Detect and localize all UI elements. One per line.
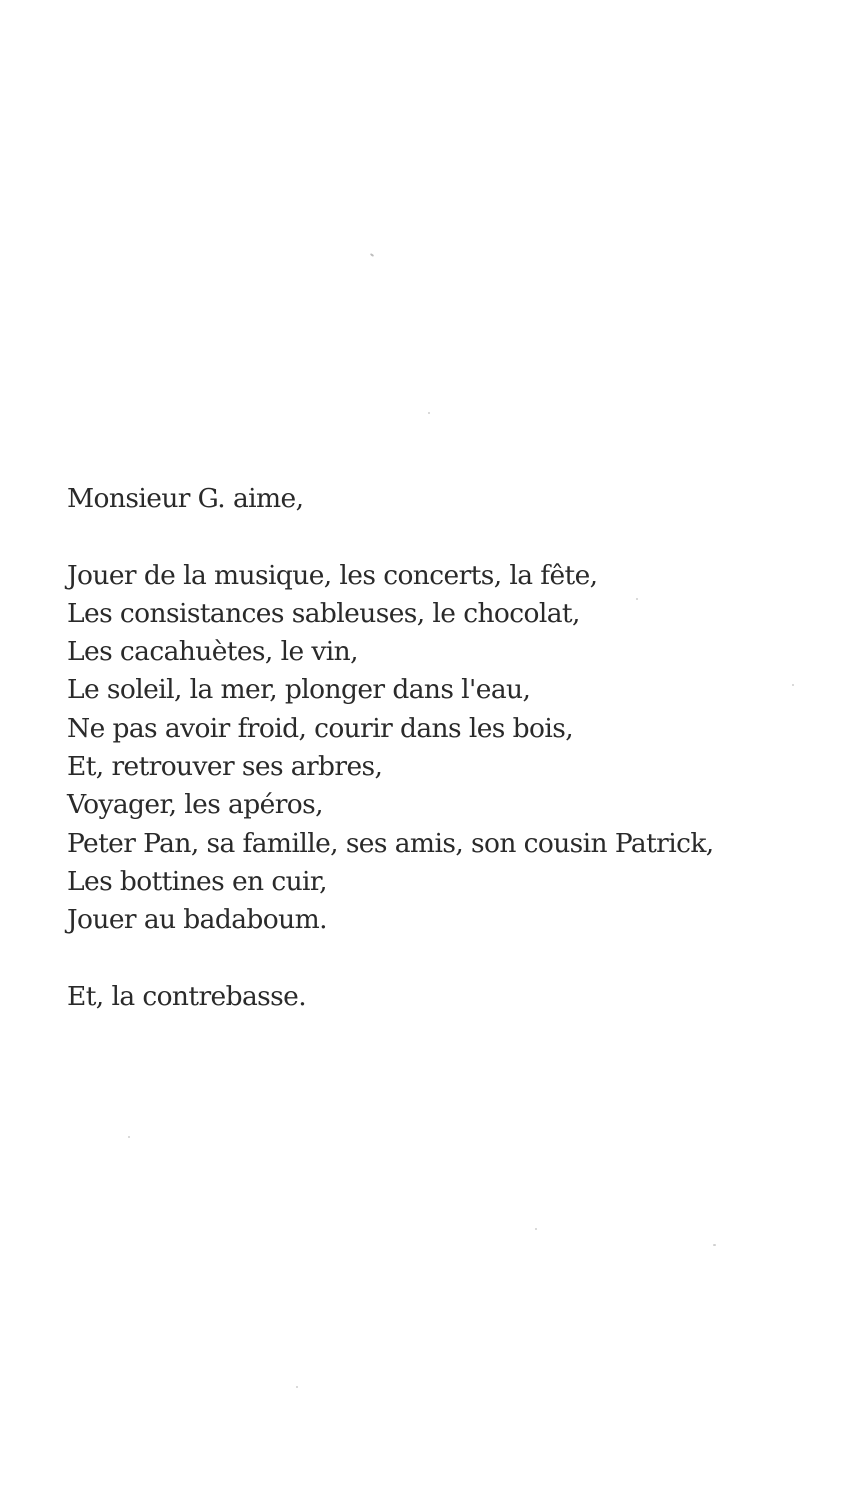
poem-line: Peter Pan, sa famille, ses amis, son cousin Patrick, <box>67 827 714 859</box>
stanza-gap <box>67 518 827 556</box>
paper-speck <box>713 1244 716 1246</box>
paper-speck <box>535 1228 537 1230</box>
poem-line: Jouer de la musique, les concerts, la fête, <box>67 559 598 591</box>
poem-line: Jouer au badaboum. <box>67 904 327 936</box>
poem-line: Ne pas avoir froid, courir dans les bois, <box>67 712 574 744</box>
paper-speck <box>428 412 430 414</box>
poem-line: Les consistances sableuses, le chocolat, <box>67 597 580 629</box>
poem-text <box>67 480 827 1016</box>
poem-line: Les cacahuètes, le vin, <box>67 636 358 668</box>
paper-speck <box>296 1386 298 1388</box>
stanza-gap <box>67 940 827 978</box>
poem-line: Le soleil, la mer, plonger dans l'eau, <box>67 674 531 706</box>
poem-line: Voyager, les apéros, <box>67 789 323 821</box>
poem-line: Et, retrouver ses arbres, <box>67 751 383 783</box>
paper-speck <box>792 684 794 686</box>
paper-speck <box>636 598 638 600</box>
poem-title: Monsieur G. aime, <box>67 483 304 514</box>
paper-speck <box>370 253 374 257</box>
poem-line: Les bottines en cuir, <box>67 865 327 897</box>
paper-speck <box>128 1136 130 1138</box>
poem-closing: Et, la contrebasse. <box>67 980 307 1012</box>
